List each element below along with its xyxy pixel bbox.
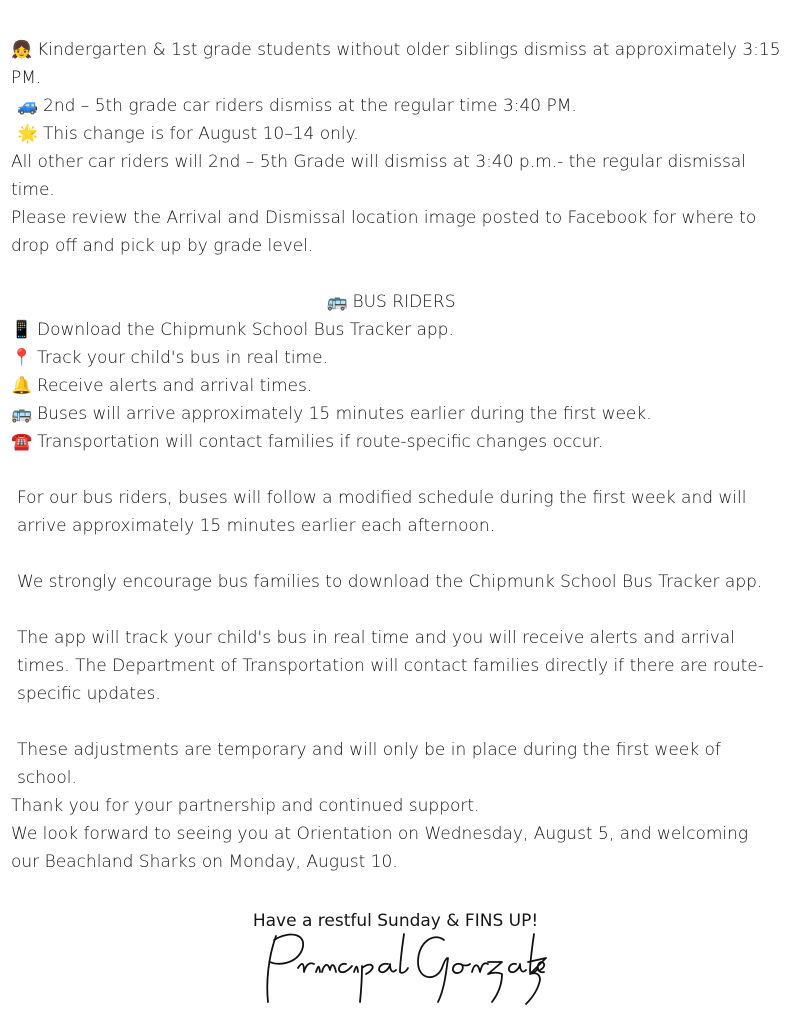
girl-icon: 👧 (11, 40, 33, 60)
spacer (11, 540, 781, 568)
list-item (11, 428, 781, 456)
pin-icon: 📍 (11, 348, 33, 368)
bus-riders-heading-text: BUS RIDERS (352, 292, 456, 312)
spacer (11, 708, 781, 736)
phone-icon: 📱 (11, 320, 33, 340)
announcement-body (11, 36, 781, 876)
car-icon: 🚙 (17, 96, 39, 116)
list-item-text: Transportation will contact families if route-specific changes occur. (37, 432, 604, 452)
list-item-text: Track your child's bus in real time. (37, 348, 328, 368)
temporary-adjustments-paragraph: These adjustments are temporary and will only be in place during the first week of school. (17, 740, 721, 788)
orientation-paragraph: We look forward to seeing you at Orientation on Wednesday, August 5, and welcoming our Beachland Sharks on Monday, August 10. (11, 824, 749, 872)
telephone-icon: ☎️ (11, 432, 33, 452)
list-item (11, 344, 781, 372)
spacer (11, 596, 781, 624)
thanks-paragraph: Thank you for your partnership and continued support. (11, 796, 480, 816)
other-car-riders-text: All other car riders will 2nd – 5th Grade will dismiss at 3:40 p.m.- the regular dismissal time. (11, 152, 747, 200)
list-item (11, 372, 781, 400)
encourage-paragraph: We strongly encourage bus families to download the Chipmunk School Bus Tracker app. (17, 572, 763, 592)
change-dates-text: This change is for August 10–14 only. (43, 124, 359, 144)
spacer (11, 456, 781, 484)
kinder-dismissal-line (11, 36, 781, 92)
star-icon: 🌟 (17, 124, 39, 144)
list-item (11, 400, 781, 428)
list-item (11, 316, 781, 344)
bell-icon: 🔔 (11, 376, 33, 396)
car-riders-line (11, 92, 781, 120)
car-riders-text: 2nd – 5th grade car riders dismiss at the regular time 3:40 PM. (43, 96, 577, 116)
list-item-text: Buses will arrive approximately 15 minutes earlier during the first week. (37, 404, 652, 424)
review-location-text: Please review the Arrival and Dismissal location image posted to Facebook for where to drop off and pick up by grade level. (11, 208, 757, 256)
change-dates-line (11, 120, 781, 148)
bus-riders-heading (11, 288, 781, 316)
closing-greeting: Have a restful Sunday & FINS UP! (252, 911, 539, 931)
list-item-text: Receive alerts and arrival times. (37, 376, 313, 396)
principal-signature (258, 928, 548, 1006)
bus-icon: 🚌 (326, 292, 349, 312)
bus-icon: 🚌 (11, 404, 33, 424)
modified-schedule-paragraph: For our bus riders, buses will follow a modified schedule during the first week and will arrive approximately 15 minutes earlier each afternoon. (17, 488, 747, 536)
app-tracking-paragraph: The app will track your child's bus in real time and you will receive alerts and arrival times. The Department of Transportation will contact families directly if there are route-specific updates. (17, 628, 764, 704)
kinder-dismissal-text: Kindergarten & 1st grade students without older siblings dismiss at approximately 3:15 PM. (11, 40, 781, 88)
bus-riders-list (11, 316, 781, 456)
list-item-text: Download the Chipmunk School Bus Tracker app. (37, 320, 454, 340)
spacer (11, 260, 781, 288)
